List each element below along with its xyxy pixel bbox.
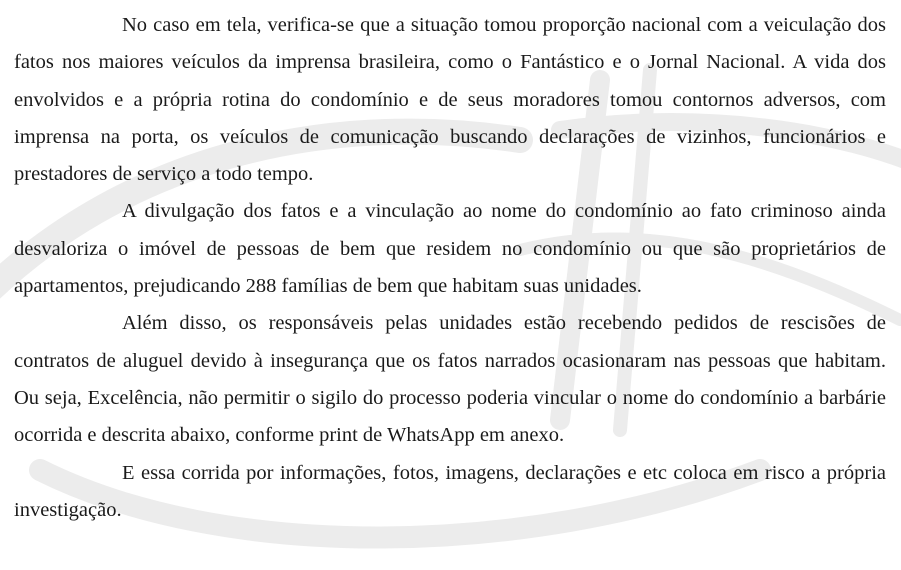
paragraph-1: No caso em tela, verifica-se que a situação tomou proporção nacional com a veiculação dos fatos nos maiores veículos da imprensa brasileira, como o Fantástico e o Jornal Nacional. A vida dos envolvidos e a própria rotina do condomínio e de seus moradores tomou contornos adversos, com imprensa na porta, os veículos de comunicação buscando declarações de vizinhos, funcionários e prestadores de serviço a todo tempo.	[14, 14, 886, 186]
paragraph-3: Além disso, os responsáveis pelas unidades estão recebendo pedidos de rescisões de contratos de aluguel devido à insegurança que os fatos narrados ocasionaram nas pessoas que habitam. Ou seja, Excelência, não permitir o sigilo do processo poderia vincular o nome do condomínio a barbárie ocorrida e descrita abaixo, conforme print de WhatsApp em anexo.	[14, 312, 886, 447]
document-body	[14, 7, 886, 529]
paragraph-2: A divulgação dos fatos e a vinculação ao nome do condomínio ao fato criminoso ainda desvaloriza o imóvel de pessoas de bem que residem no condomínio ou que são proprietários de apartamentos, prejudicando 288 famílias de bem que habitam suas unidades.	[14, 200, 886, 298]
paragraph-4: E essa corrida por informações, fotos, imagens, declarações e etc coloca em risco a própria investigação.	[14, 461, 886, 521]
